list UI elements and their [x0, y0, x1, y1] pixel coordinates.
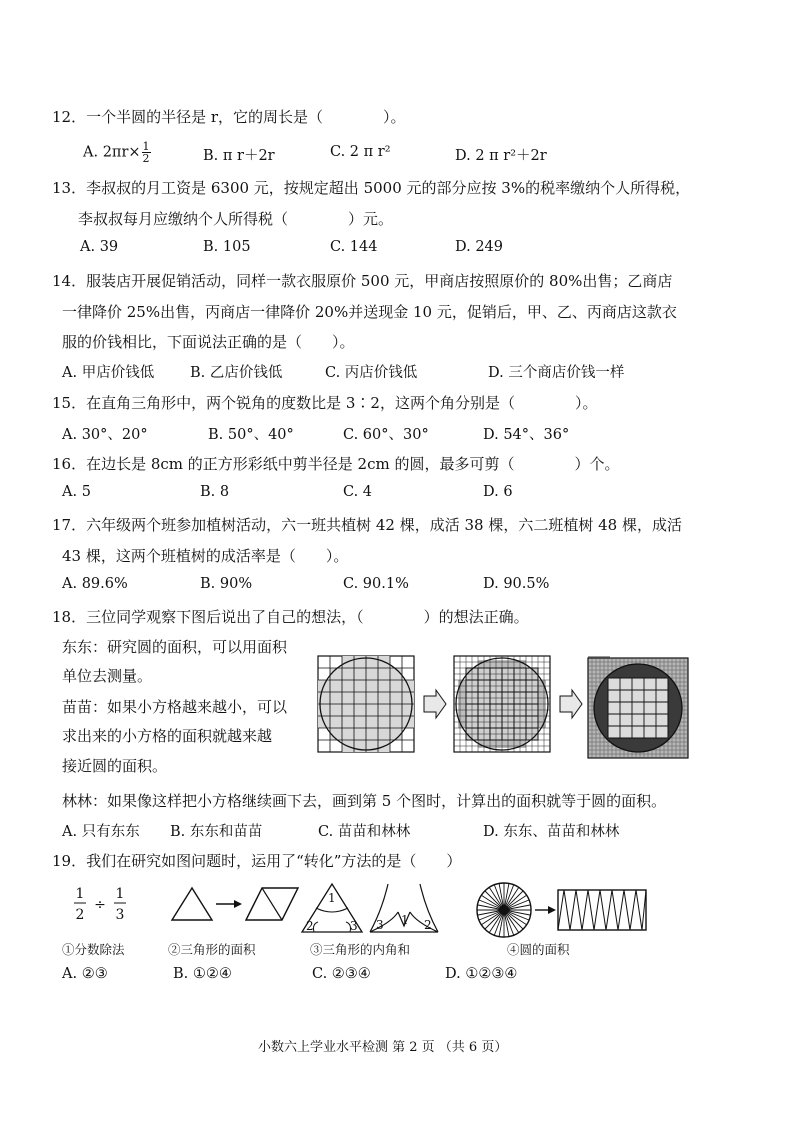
- question-16-option-d[interactable]: D. 6: [483, 484, 513, 500]
- statement-linlin: 林林：如果像这样把小方格继续画下去，画到第 5 个图时，计算出的面积就等于圆的面积。: [62, 792, 667, 810]
- grid-panel-coarse: [318, 656, 414, 752]
- triangle-angle-sum-figure: [302, 884, 438, 933]
- grid-panel-medium: [454, 656, 550, 752]
- question-14-line-3: 服的价钱相比，下面说法正确的是（ ）。: [62, 333, 355, 351]
- question-15-option-d[interactable]: D. 54°、36°: [483, 427, 570, 443]
- question-18-option-d[interactable]: D. 东东、苗苗和林林: [483, 824, 620, 840]
- angle-label-3b: 3: [376, 918, 384, 932]
- statement-miaomiao-line-1: 苗苗：如果小方格越来越小，可以: [62, 698, 288, 716]
- circle-to-rectangle: [477, 883, 646, 937]
- angle-label-2: 2: [306, 919, 314, 933]
- division-sign: ÷: [94, 897, 106, 913]
- question-19-stem: 19．我们在研究如图问题时，运用了“转化”方法的是（ ）: [52, 852, 462, 870]
- question-17-option-d[interactable]: D. 90.5%: [483, 576, 550, 592]
- fraction-division-expression: [74, 886, 126, 923]
- question-13-line-2: 李叔叔每月应缴纳个人所得税（ ）元。: [78, 210, 394, 228]
- fraction-b-numerator: 1: [115, 886, 125, 902]
- question-13-option-c[interactable]: C. 144: [330, 239, 378, 255]
- question-16-option-b[interactable]: B. 8: [200, 484, 230, 500]
- question-14-option-b[interactable]: B. 乙店价钱低: [190, 365, 283, 381]
- statement-miaomiao-line-3: 接近圆的面积。: [62, 757, 168, 775]
- question-14-line-2: 一律降价 25%出售，丙商店一律降价 20%并送现金 10 元，促销后，甲、乙、丙商店这款衣: [62, 303, 677, 321]
- question-14-line-1: 14．服装店开展促销活动，同样一款衣服原价 500 元，甲商店按照原价的 80%出售；乙商店: [52, 272, 673, 290]
- arrow-right-icon: [560, 690, 582, 718]
- fraction-one-half: $\frac{1}{2}$: [142, 140, 150, 165]
- question-15-option-b[interactable]: B. 50°、40°: [208, 427, 294, 443]
- question-15-option-c[interactable]: C. 60°、30°: [343, 427, 429, 443]
- angle-label-1: 1: [328, 891, 336, 905]
- question-12-option-c[interactable]: C. 2 π r²: [330, 144, 391, 160]
- caption-triangle-area: ②三角形的面积: [168, 942, 256, 957]
- question-12-option-b[interactable]: B. π r＋2r: [203, 148, 275, 164]
- question-13-option-a[interactable]: A. 39: [80, 239, 119, 255]
- question-16-stem: 16．在边长是 8cm 的正方形彩纸中剪半径是 2cm 的圆，最多可剪（ ）个。: [52, 455, 620, 473]
- angle-label-1b: 1: [401, 913, 409, 927]
- angle-label-2b: 2: [424, 918, 432, 932]
- caption-fraction-division: ①分数除法: [62, 942, 125, 957]
- circle-grid-figure: [314, 652, 614, 756]
- question-18-option-a[interactable]: A. 只有东东: [62, 824, 140, 840]
- question-12-option-a[interactable]: [83, 141, 151, 164]
- question-14-option-d[interactable]: D. 三个商店价钱一样: [488, 365, 625, 381]
- statement-miaomiao-line-2: 求出来的小方格的面积就越来越: [62, 727, 273, 745]
- question-15-option-a[interactable]: A. 30°、20°: [62, 427, 148, 443]
- statement-dongdong-line-1: 东东：研究圆的面积，可以用面积: [62, 638, 288, 656]
- triangle-to-parallelogram: [172, 888, 298, 920]
- question-17-line-1: 17．六年级两个班参加植树活动，六一班共植树 42 棵，成活 38 棵，六二班植树 48 棵，成活: [52, 516, 682, 534]
- question-14-option-a[interactable]: A. 甲店价钱低: [62, 365, 155, 381]
- question-13-line-1: 13．李叔叔的月工资是 6300 元，按规定超出 5000 元的部分应按 3%的税率缴纳个人所得税，: [52, 179, 691, 197]
- question-19-option-c[interactable]: C. ②③④: [312, 966, 371, 982]
- arrow-right-icon: [424, 690, 446, 718]
- statement-dongdong-line-2: 单位去测量。: [62, 667, 153, 685]
- question-18-option-c[interactable]: C. 苗苗和林林: [318, 824, 411, 840]
- conversion-methods-figure: [70, 882, 730, 942]
- question-12-option-d[interactable]: D. 2 π r²＋2r: [455, 148, 547, 164]
- question-16-option-a[interactable]: A. 5: [62, 484, 91, 500]
- fraction-a-numerator: 1: [75, 886, 85, 902]
- question-17-option-b[interactable]: B. 90%: [200, 576, 253, 592]
- question-19-option-d[interactable]: D. ①②③④: [445, 966, 518, 982]
- fraction-a-denominator: 2: [75, 907, 85, 923]
- caption-circle-area: ④圆的面积: [507, 942, 570, 957]
- question-13-option-d[interactable]: D. 249: [455, 239, 504, 255]
- fraction-b-denominator: 3: [115, 907, 125, 923]
- question-17-option-c[interactable]: C. 90.1%: [343, 576, 409, 592]
- grid-panel-finest: [586, 656, 690, 760]
- question-17-option-a[interactable]: A. 89.6%: [62, 576, 128, 592]
- question-15-stem: 15．在直角三角形中，两个锐角的度数比是 3∶2，这两个角分别是（ ）。: [52, 394, 598, 412]
- question-14-option-c[interactable]: C. 丙店价钱低: [325, 365, 418, 381]
- question-13-option-b[interactable]: B. 105: [203, 239, 251, 255]
- question-17-line-2: 43 棵，这两个班植树的成活率是（ ）。: [62, 547, 349, 565]
- question-18-stem: 18．三位同学观察下图后说出了自己的想法，（ ）的想法正确。: [52, 608, 529, 626]
- page-footer: 小数六上学业水平检测 第 2 页 （共 6 页）: [258, 1040, 508, 1055]
- question-19-option-b[interactable]: B. ①②④: [173, 966, 232, 982]
- option-a-text: A. 2πr×: [83, 144, 141, 161]
- caption-triangle-angle-sum: ③三角形的内角和: [310, 942, 411, 957]
- angle-label-3: 3: [350, 919, 358, 933]
- question-16-option-c[interactable]: C. 4: [343, 484, 373, 500]
- question-12-stem: 12．一个半圆的半径是 r，它的周长是（ ）。: [52, 108, 406, 126]
- question-18-option-b[interactable]: B. 东东和苗苗: [170, 824, 263, 840]
- question-19-option-a[interactable]: A. ②③: [62, 966, 108, 982]
